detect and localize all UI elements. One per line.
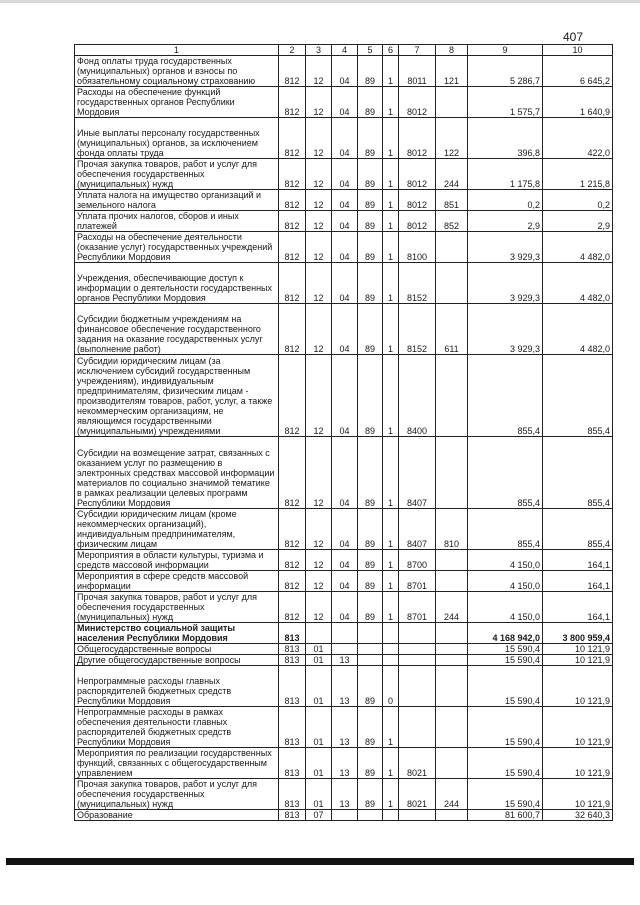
table-row xyxy=(75,666,613,707)
table-row xyxy=(75,355,613,437)
value-cell: 1 xyxy=(383,355,399,437)
value-cell: 10 121,9 xyxy=(543,666,613,707)
value-cell: 244 xyxy=(436,592,468,623)
row-name-cell: Субсидии юридическим лицам (за исключением субсидий государственным учреждениям), индивидуальным предпринимателям, физическим лицам - производителям товаров, работ, услуг, а также некоммерческим организациям, не являющимся государственными (муниципальными) учреждениями xyxy=(75,355,279,437)
value-cell: 01 xyxy=(306,748,332,779)
header-cell: 6 xyxy=(383,45,399,56)
table-row xyxy=(75,437,613,509)
table-row xyxy=(75,87,613,118)
value-cell xyxy=(436,355,468,437)
value-cell: 164,1 xyxy=(543,550,613,571)
value-cell: 855,4 xyxy=(543,509,613,550)
value-cell: 855,4 xyxy=(543,437,613,509)
table-row xyxy=(75,571,613,592)
value-cell: 813 xyxy=(279,623,306,644)
value-cell xyxy=(436,666,468,707)
value-cell: 15 590,4 xyxy=(468,707,543,748)
value-cell: 855,4 xyxy=(543,355,613,437)
value-cell: 8400 xyxy=(399,355,436,437)
table-row xyxy=(75,211,613,232)
value-cell: 812 xyxy=(279,118,306,159)
value-cell: 12 xyxy=(306,87,332,118)
value-cell: 813 xyxy=(279,666,306,707)
value-cell: 89 xyxy=(358,118,383,159)
value-cell: 1 xyxy=(383,779,399,810)
value-cell xyxy=(358,655,383,666)
value-cell: 812 xyxy=(279,571,306,592)
value-cell: 813 xyxy=(279,779,306,810)
value-cell: 8100 xyxy=(399,232,436,263)
value-cell xyxy=(399,644,436,655)
value-cell: 04 xyxy=(332,118,358,159)
value-cell: 855,4 xyxy=(468,355,543,437)
value-cell xyxy=(436,232,468,263)
row-name-cell: Мероприятия по реализации государственных функций, связанных с общегосударственным управлением xyxy=(75,748,279,779)
value-cell: 813 xyxy=(279,707,306,748)
value-cell: 1 215,8 xyxy=(543,159,613,190)
value-cell: 852 xyxy=(436,211,468,232)
value-cell: 12 xyxy=(306,592,332,623)
value-cell: 89 xyxy=(358,707,383,748)
value-cell: 812 xyxy=(279,509,306,550)
value-cell: 12 xyxy=(306,571,332,592)
value-cell: 1 xyxy=(383,211,399,232)
table-row xyxy=(75,748,613,779)
value-cell: 6 645,2 xyxy=(543,56,613,87)
value-cell: 1 xyxy=(383,550,399,571)
value-cell: 3 929,3 xyxy=(468,304,543,355)
row-name-cell: Другие общегосударственные вопросы xyxy=(75,655,279,666)
table-row xyxy=(75,644,613,655)
value-cell: 10 121,9 xyxy=(543,644,613,655)
value-cell: 89 xyxy=(358,159,383,190)
value-cell: 04 xyxy=(332,263,358,304)
value-cell: 1 xyxy=(383,748,399,779)
value-cell: 3 929,3 xyxy=(468,232,543,263)
value-cell: 1 575,7 xyxy=(468,87,543,118)
row-name-cell: Прочая закупка товаров, работ и услуг для обеспечения государственных (муниципальных) нужд xyxy=(75,159,279,190)
value-cell: 01 xyxy=(306,666,332,707)
table-row xyxy=(75,592,613,623)
value-cell: 812 xyxy=(279,190,306,211)
row-name-cell: Субсидии бюджетным учреждениям на финансовое обеспечение государственного задания на оказание государственных услуг (выполнение работ) xyxy=(75,304,279,355)
row-name-cell: Уплата налога на имущество организаций и земельного налога xyxy=(75,190,279,211)
value-cell xyxy=(436,87,468,118)
value-cell xyxy=(332,810,358,821)
row-name-cell: Прочая закупка товаров, работ и услуг для обеспечения государственных (муниципальных) нужд xyxy=(75,779,279,810)
value-cell: 89 xyxy=(358,509,383,550)
value-cell: 851 xyxy=(436,190,468,211)
value-cell: 04 xyxy=(332,159,358,190)
header-cell: 7 xyxy=(399,45,436,56)
value-cell: 244 xyxy=(436,779,468,810)
value-cell xyxy=(436,707,468,748)
value-cell: 1 xyxy=(383,707,399,748)
value-cell: 8700 xyxy=(399,550,436,571)
page-number: 407 xyxy=(563,30,584,44)
header-cell: 8 xyxy=(436,45,468,56)
value-cell: 611 xyxy=(436,304,468,355)
row-name-cell: Расходы на обеспечение деятельности (оказание услуг) государственных учреждений Республики Мордовия xyxy=(75,232,279,263)
value-cell: 13 xyxy=(332,748,358,779)
value-cell: 1 640,9 xyxy=(543,87,613,118)
value-cell xyxy=(306,623,332,644)
table-row xyxy=(75,190,613,211)
header-cell: 5 xyxy=(358,45,383,56)
value-cell: 12 xyxy=(306,211,332,232)
value-cell: 0 xyxy=(383,666,399,707)
value-cell: 32 640,3 xyxy=(543,810,613,821)
value-cell xyxy=(383,655,399,666)
value-cell: 855,4 xyxy=(468,437,543,509)
value-cell: 8152 xyxy=(399,304,436,355)
value-cell: 812 xyxy=(279,211,306,232)
table-row xyxy=(75,232,613,263)
value-cell: 244 xyxy=(436,159,468,190)
value-cell: 1 xyxy=(383,190,399,211)
value-cell: 3 800 959,4 xyxy=(543,623,613,644)
value-cell: 89 xyxy=(358,592,383,623)
value-cell: 04 xyxy=(332,437,358,509)
value-cell xyxy=(436,263,468,304)
value-cell: 2,9 xyxy=(543,211,613,232)
value-cell: 13 xyxy=(332,655,358,666)
value-cell: 5 286,7 xyxy=(468,56,543,87)
value-cell: 89 xyxy=(358,748,383,779)
value-cell xyxy=(399,707,436,748)
table-row xyxy=(75,118,613,159)
value-cell: 0,2 xyxy=(468,190,543,211)
value-cell: 12 xyxy=(306,190,332,211)
row-name-cell: Непрограммные расходы в рамках обеспечения деятельности главных распорядителей бюджетных средств Республики Мордовия xyxy=(75,707,279,748)
value-cell: 10 121,9 xyxy=(543,707,613,748)
budget-table xyxy=(74,44,613,821)
value-cell: 04 xyxy=(332,190,358,211)
value-cell: 89 xyxy=(358,571,383,592)
row-name-cell: Субсидии юридическим лицам (кроме некоммерческих организаций), индивидуальным предпринимателям, физическим лицам xyxy=(75,509,279,550)
value-cell: 1 xyxy=(383,118,399,159)
value-cell: 07 xyxy=(306,810,332,821)
value-cell: 8012 xyxy=(399,118,436,159)
value-cell: 15 590,4 xyxy=(468,666,543,707)
value-cell: 813 xyxy=(279,810,306,821)
row-name-cell: Мероприятия в сфере средств массовой информации xyxy=(75,571,279,592)
value-cell: 15 590,4 xyxy=(468,748,543,779)
value-cell: 8012 xyxy=(399,211,436,232)
value-cell: 89 xyxy=(358,263,383,304)
value-cell xyxy=(332,623,358,644)
value-cell xyxy=(436,571,468,592)
value-cell xyxy=(358,623,383,644)
value-cell: 01 xyxy=(306,644,332,655)
value-cell: 13 xyxy=(332,707,358,748)
value-cell: 813 xyxy=(279,655,306,666)
header-cell: 10 xyxy=(543,45,613,56)
value-cell: 812 xyxy=(279,56,306,87)
header-cell: 1 xyxy=(75,45,279,56)
value-cell: 12 xyxy=(306,437,332,509)
value-cell: 812 xyxy=(279,232,306,263)
value-cell: 8012 xyxy=(399,159,436,190)
value-cell: 812 xyxy=(279,263,306,304)
value-cell: 89 xyxy=(358,666,383,707)
value-cell: 89 xyxy=(358,304,383,355)
value-cell: 396,8 xyxy=(468,118,543,159)
row-name-cell: Образование xyxy=(75,810,279,821)
value-cell: 4 150,0 xyxy=(468,571,543,592)
value-cell: 812 xyxy=(279,304,306,355)
value-cell xyxy=(436,623,468,644)
value-cell: 1 xyxy=(383,304,399,355)
value-cell: 12 xyxy=(306,159,332,190)
value-cell: 810 xyxy=(436,509,468,550)
value-cell: 1 xyxy=(383,592,399,623)
value-cell: 1 175,8 xyxy=(468,159,543,190)
table-row xyxy=(75,159,613,190)
value-cell: 04 xyxy=(332,87,358,118)
value-cell: 89 xyxy=(358,550,383,571)
value-cell: 89 xyxy=(358,355,383,437)
value-cell: 12 xyxy=(306,263,332,304)
value-cell: 1 xyxy=(383,87,399,118)
value-cell: 4 482,0 xyxy=(543,304,613,355)
value-cell: 04 xyxy=(332,550,358,571)
value-cell: 01 xyxy=(306,707,332,748)
header-cell: 3 xyxy=(306,45,332,56)
value-cell: 8701 xyxy=(399,592,436,623)
value-cell: 04 xyxy=(332,304,358,355)
value-cell: 122 xyxy=(436,118,468,159)
scan-edge xyxy=(0,0,640,3)
row-name-cell: Субсидии на возмещение затрат, связанных с оказанием услуг по размещению в электронных средствах массовой информации материалов по социально значимой тематике в рамках реализации целевых программ Республики Мордовия xyxy=(75,437,279,509)
row-name-cell: Прочая закупка товаров, работ и услуг для обеспечения государственных (муниципальных) нужд xyxy=(75,592,279,623)
value-cell: 1 xyxy=(383,571,399,592)
value-cell: 855,4 xyxy=(468,509,543,550)
value-cell xyxy=(332,644,358,655)
value-cell: 8011 xyxy=(399,56,436,87)
value-cell: 89 xyxy=(358,437,383,509)
value-cell: 1 xyxy=(383,56,399,87)
value-cell: 8152 xyxy=(399,263,436,304)
row-name-cell: Непрограммные расходы главных распорядителей бюджетных средств Республики Мордовия xyxy=(75,666,279,707)
value-cell: 15 590,4 xyxy=(468,655,543,666)
value-cell: 04 xyxy=(332,355,358,437)
value-cell xyxy=(399,666,436,707)
value-cell: 12 xyxy=(306,509,332,550)
value-cell xyxy=(383,644,399,655)
table-row xyxy=(75,263,613,304)
value-cell xyxy=(399,623,436,644)
header-cell: 4 xyxy=(332,45,358,56)
row-name-cell: Мероприятия в области культуры, туризма и средств массовой информации xyxy=(75,550,279,571)
value-cell: 13 xyxy=(332,666,358,707)
value-cell: 15 590,4 xyxy=(468,644,543,655)
value-cell: 89 xyxy=(358,211,383,232)
value-cell: 812 xyxy=(279,87,306,118)
value-cell xyxy=(436,810,468,821)
header-row xyxy=(75,45,613,56)
value-cell: 04 xyxy=(332,211,358,232)
value-cell xyxy=(436,644,468,655)
value-cell: 8021 xyxy=(399,748,436,779)
value-cell: 1 xyxy=(383,232,399,263)
value-cell: 813 xyxy=(279,644,306,655)
value-cell xyxy=(358,810,383,821)
value-cell: 812 xyxy=(279,159,306,190)
row-name-cell: Учреждения, обеспечивающие доступ к информации о деятельности государственных органов Республики Мордовия xyxy=(75,263,279,304)
value-cell: 81 600,7 xyxy=(468,810,543,821)
value-cell: 8021 xyxy=(399,779,436,810)
value-cell: 01 xyxy=(306,655,332,666)
value-cell: 89 xyxy=(358,232,383,263)
value-cell xyxy=(399,655,436,666)
value-cell: 89 xyxy=(358,56,383,87)
row-name-cell: Уплата прочих налогов, сборов и иных платежей xyxy=(75,211,279,232)
value-cell xyxy=(358,644,383,655)
table-row xyxy=(75,779,613,810)
value-cell: 1 xyxy=(383,263,399,304)
value-cell: 8701 xyxy=(399,571,436,592)
row-name-cell: Общегосударственные вопросы xyxy=(75,644,279,655)
value-cell: 04 xyxy=(332,571,358,592)
value-cell: 8407 xyxy=(399,437,436,509)
value-cell: 0,2 xyxy=(543,190,613,211)
header-cell: 9 xyxy=(468,45,543,56)
table-row xyxy=(75,304,613,355)
header-cell: 2 xyxy=(279,45,306,56)
table-row xyxy=(75,707,613,748)
value-cell: 812 xyxy=(279,355,306,437)
value-cell: 812 xyxy=(279,550,306,571)
value-cell xyxy=(436,437,468,509)
value-cell: 2,9 xyxy=(468,211,543,232)
table-row xyxy=(75,550,613,571)
table-row xyxy=(75,810,613,821)
value-cell: 10 121,9 xyxy=(543,779,613,810)
value-cell: 89 xyxy=(358,190,383,211)
value-cell: 812 xyxy=(279,437,306,509)
value-cell: 8012 xyxy=(399,190,436,211)
value-cell: 8012 xyxy=(399,87,436,118)
value-cell: 422,0 xyxy=(543,118,613,159)
value-cell: 12 xyxy=(306,118,332,159)
row-name-cell: Расходы на обеспечение функций государственных органов Республики Мордовия xyxy=(75,87,279,118)
value-cell xyxy=(399,810,436,821)
table-row xyxy=(75,655,613,666)
value-cell: 1 xyxy=(383,437,399,509)
value-cell: 1 xyxy=(383,159,399,190)
value-cell xyxy=(383,623,399,644)
value-cell: 1 xyxy=(383,509,399,550)
value-cell: 04 xyxy=(332,232,358,263)
value-cell: 89 xyxy=(358,87,383,118)
value-cell: 164,1 xyxy=(543,571,613,592)
value-cell: 8407 xyxy=(399,509,436,550)
value-cell: 10 121,9 xyxy=(543,655,613,666)
value-cell: 4 482,0 xyxy=(543,232,613,263)
value-cell: 12 xyxy=(306,355,332,437)
table-row xyxy=(75,623,613,644)
value-cell: 164,1 xyxy=(543,592,613,623)
table-row xyxy=(75,509,613,550)
value-cell xyxy=(436,655,468,666)
value-cell: 01 xyxy=(306,779,332,810)
value-cell: 04 xyxy=(332,592,358,623)
value-cell xyxy=(436,748,468,779)
value-cell: 12 xyxy=(306,304,332,355)
value-cell: 4 482,0 xyxy=(543,263,613,304)
row-name-cell: Иные выплаты персоналу государственных (муниципальных) органов, за исключением фонда оплаты труда xyxy=(75,118,279,159)
value-cell: 10 121,9 xyxy=(543,748,613,779)
value-cell: 13 xyxy=(332,779,358,810)
value-cell: 12 xyxy=(306,550,332,571)
table-row xyxy=(75,56,613,87)
value-cell: 4 150,0 xyxy=(468,592,543,623)
value-cell: 121 xyxy=(436,56,468,87)
value-cell: 812 xyxy=(279,592,306,623)
scan-bottom-band xyxy=(6,858,634,865)
value-cell: 04 xyxy=(332,509,358,550)
row-name-cell: Министерство социальной защиты населения Республики Мордовия xyxy=(75,623,279,644)
value-cell: 4 168 942,0 xyxy=(468,623,543,644)
value-cell: 4 150,0 xyxy=(468,550,543,571)
value-cell: 04 xyxy=(332,56,358,87)
value-cell xyxy=(383,810,399,821)
value-cell: 3 929,3 xyxy=(468,263,543,304)
value-cell: 813 xyxy=(279,748,306,779)
value-cell: 12 xyxy=(306,232,332,263)
value-cell: 12 xyxy=(306,56,332,87)
value-cell: 89 xyxy=(358,779,383,810)
value-cell xyxy=(436,550,468,571)
value-cell: 15 590,4 xyxy=(468,779,543,810)
row-name-cell: Фонд оплаты труда государственных (муниципальных) органов и взносы по обязательному социальному страхованию xyxy=(75,56,279,87)
